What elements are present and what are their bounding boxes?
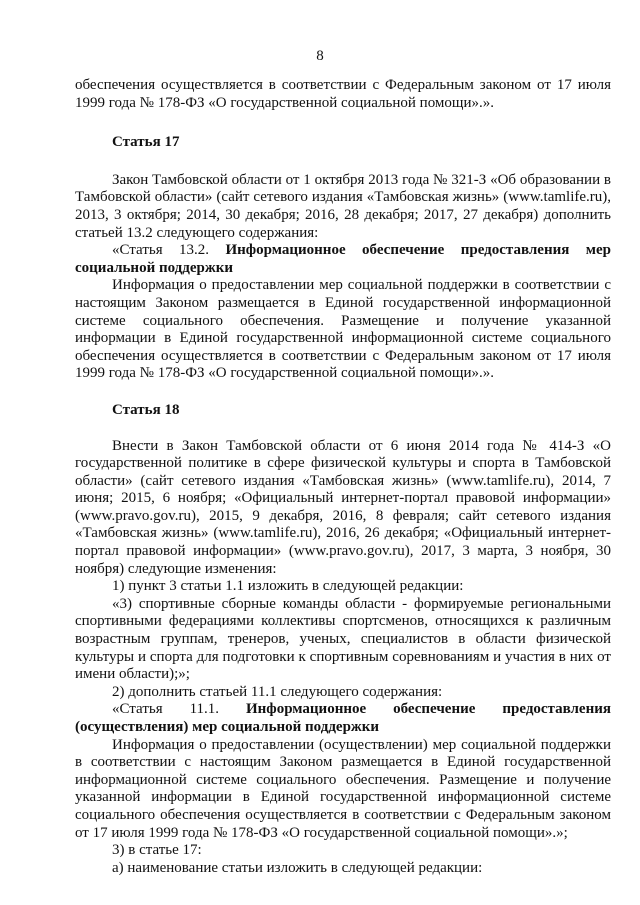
article-title-bold: Информационное обеспечение предоставления (осуществления) мер социальной поддержки	[75, 701, 611, 735]
paragraph: 2) дополнить статьей 11.1 следующего содержания:	[112, 683, 443, 700]
paragraph: «3) спортивные сборные команды области - формируемые региональными спортивными федерациями коллективы спортсменов, относящихся к различным возрастным группам, тренеров, ученых, специалистов в области физической культуры и спорта для подготовки к спортивным соревнованиям и участия в них от имени области);»;	[75, 595, 611, 683]
article-title-prefix: «Статья 11.1.	[112, 701, 246, 718]
article-title-paragraph	[75, 242, 611, 277]
article-title-prefix: «Статья 13.2.	[112, 242, 226, 259]
document-body	[75, 77, 611, 877]
paragraph: Информация о предоставлении (осуществлении) мер социальной поддержки в соответствии с настоящим Законом размещается в Единой государственной информационной системе социального обеспечения. Размещение и получение указанной информации в Единой государственной информационной системе социального обеспечения осуществляется в соответствии с Федеральным законом от 17 июля 1999 года № 178-ФЗ «О государственной социальной помощи».»;	[75, 736, 611, 841]
paragraph: 1) пункт 3 статьи 1.1 изложить в следующей редакции:	[112, 578, 464, 595]
paragraph: Информация о предоставлении мер социальной поддержки в соответствии с настоящим Законом размещается в Единой государственной информационной системе социального обеспечения. Размещение и получение указанной информации в Единой государственной информационной системе социального обеспечения осуществляется в соответствии с Федеральным законом от 17 июля 1999 года № 178-ФЗ «О государственной социальной помощи».».	[75, 277, 611, 382]
paragraph: Внести в Закон Тамбовской области от 6 июня 2014 года № 414-З «О государственной политике в сфере физической культуры и спорта в Тамбовской области» (сайт сетевого издания «Тамбовская жизнь» (www.tamlife.ru), 2014, 7 июня; 2015, 6 ноября; «Официальный интернет-портал правовой информации» (www.pravo.gov.ru), 2015, 9 декабря, 2016, 8 февраля; сайт сетевого издания «Тамбовская жизнь» (www.tamlife.ru), 2016, 26 декабря; «Официальный интернет-портал правовой информации» (www.pravo.gov.ru), 2017, 3 марта, 3 ноября, 30 ноября) следующие изменения:	[75, 437, 611, 577]
article-title-paragraph	[75, 701, 611, 736]
article-title-bold: Информационное обеспечение предоставления мер социальной поддержки	[75, 242, 611, 276]
paragraph: Закон Тамбовской области от 1 октября 2013 года № 321-З «Об образовании в Тамбовской области» (сайт сетевого издания «Тамбовская жизнь» (www.tamlife.ru), 2013, 3 октября; 2014, 30 декабря; 2016, 28 декабря; 2017, 27 декабря) дополнить статьей 13.2 следующего содержания:	[75, 171, 611, 241]
article-heading: Статья 18	[112, 401, 180, 418]
paragraph: 3) в статье 17:	[112, 842, 202, 859]
article-heading: Статья 17	[112, 134, 180, 151]
page-number: 8	[316, 48, 324, 64]
paragraph: обеспечения осуществляется в соответствии с Федеральным законом от 17 июля 1999 года № 178-ФЗ «О государственной социальной помощи».».	[75, 77, 611, 111]
paragraph: а) наименование статьи изложить в следующей редакции:	[112, 859, 483, 876]
